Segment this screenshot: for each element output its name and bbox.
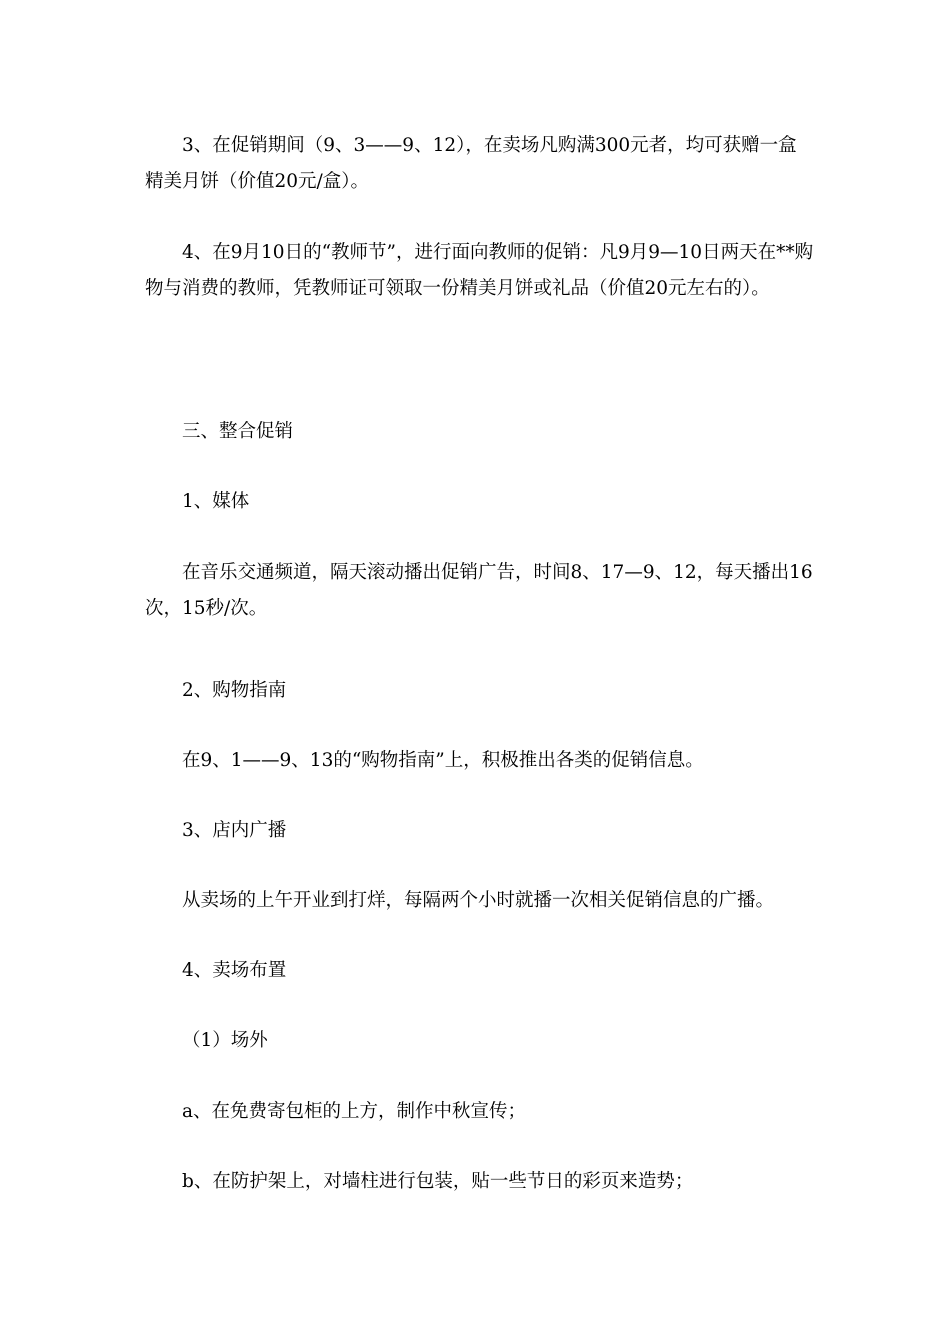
heading-store-layout: 4、卖场布置 (182, 960, 287, 981)
heading-integrated-promotion: 三、整合促销 (182, 421, 294, 442)
paragraph-gift-promotion: 3、在促销期间（9、3——9、12），在卖场凡购满300元者，均可获赠一盒精美月饼（价值20元/盒）。 (145, 135, 797, 192)
list-item-a: a、在免费寄包柜的上方，制作中秋宣传； (182, 1101, 527, 1122)
heading-in-store-broadcast: 3、店内广播 (182, 820, 287, 841)
list-item-b: b、在防护架上，对墙柱进行包装，贴一些节日的彩页来造势； (182, 1171, 694, 1192)
heading-shopping-guide: 2、购物指南 (182, 680, 287, 701)
paragraph-in-store-broadcast: 从卖场的上午开业到打烊，每隔两个小时就播一次相关促销信息的广播。 (182, 890, 775, 911)
paragraph-teachers-day: 4、在9月10日的“教师节”，进行面向教师的促销：凡9月9—10日两天在**购物与消费的教师，凭教师证可领取一份精美月饼或礼品（价值20元左右的）。 (145, 242, 814, 299)
heading-media: 1、媒体 (182, 491, 250, 512)
heading-outdoor: （1）场外 (182, 1030, 268, 1051)
paragraph-radio-ads: 在音乐交通频道，隔天滚动播出促销广告，时间8、17—9、12，每天播出16次，15秒/次。 (145, 562, 813, 619)
paragraph-shopping-guide: 在9、1——9、13的“购物指南”上，积极推出各类的促销信息。 (182, 750, 704, 771)
